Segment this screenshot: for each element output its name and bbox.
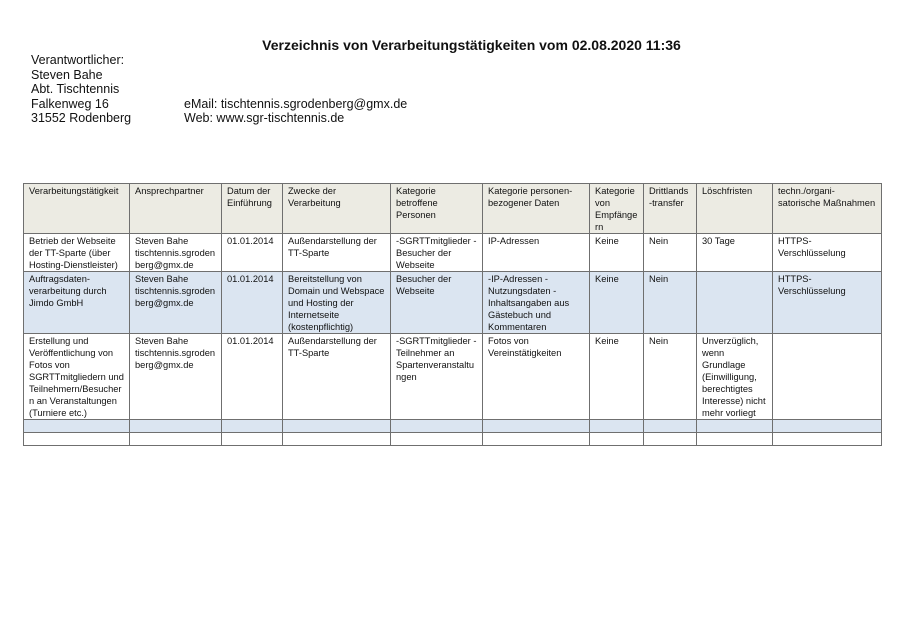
- table-cell: Keine: [590, 234, 644, 272]
- table-cell: -SGRTTmitglieder -Besucher der Webseite: [391, 234, 483, 272]
- table-cell: [590, 433, 644, 446]
- table-header-row: [24, 184, 882, 234]
- responsible-block: [31, 53, 408, 126]
- table-row: [24, 272, 882, 334]
- table-cell: [391, 433, 483, 446]
- table-cell: -SGRTTmitglieder -Teilnehmer an Spartenveranstaltu ngen: [391, 334, 483, 420]
- header-deletion-periods: Löschfristen: [697, 184, 773, 234]
- table-cell: Auftragsdaten-verarbeitung durch Jimdo GmbH: [24, 272, 130, 334]
- table-cell: [222, 420, 283, 433]
- table-cell: [483, 420, 590, 433]
- table-cell: Außendarstellung der TT-Sparte: [283, 334, 391, 420]
- responsible-department-line: [31, 82, 131, 97]
- responsible-email: eMail: tischtennis.sgrodenberg@gmx.de: [184, 96, 408, 111]
- header-contact-person: Ansprechpartner: [130, 184, 222, 234]
- table-cell: Betrieb der Webseite der TT-Sparte (über Hosting-Dienstleister): [24, 234, 130, 272]
- responsible-name-line: [31, 68, 131, 83]
- table-cell: Keine: [590, 272, 644, 334]
- header-technical-measures: techn./organi-satorische Maßnahmen: [773, 184, 882, 234]
- table-cell: Bereitstellung von Domain und Webspace und Hosting der Internetseite (kostenpflichtig): [283, 272, 391, 334]
- table-cell: [773, 334, 882, 420]
- table-cell: Keine: [590, 334, 644, 420]
- header-processing-purpose: Zwecke der Verarbeitung: [283, 184, 391, 234]
- header-introduction-date: Datum der Einführung: [222, 184, 283, 234]
- responsible-department: Abt. Tischtennis: [31, 82, 120, 96]
- table-cell: Steven Bahe tischtennis.sgroden berg@gmx.de: [130, 334, 222, 420]
- header-affected-persons: Kategorie betroffene Personen: [391, 184, 483, 234]
- table-cell: HTTPS-Verschlüsselung: [773, 272, 882, 334]
- table-cell: Nein: [644, 234, 697, 272]
- table-cell: [697, 272, 773, 334]
- table-cell: HTTPS-Verschlüsselung: [773, 234, 882, 272]
- responsible-label: Verantwortlicher:: [31, 53, 125, 67]
- table-cell: Nein: [644, 272, 697, 334]
- table-cell: [773, 433, 882, 446]
- table-cell: Unverzüglich, wenn Grundlage (Einwilligung, berechtigtes Interesse) nicht mehr vorliegt: [697, 334, 773, 420]
- header-personal-data-category: Kategorie personen-bezogener Daten: [483, 184, 590, 234]
- table-cell: [773, 420, 882, 433]
- responsible-street-line: [31, 96, 408, 112]
- responsible-web: Web: www.sgr-tischtennis.de: [184, 111, 345, 125]
- table-cell: [130, 433, 222, 446]
- table-cell: Besucher der Webseite: [391, 272, 483, 334]
- table-cell: Außendarstellung der TT-Sparte: [283, 234, 391, 272]
- table-row: [24, 334, 882, 420]
- responsible-city: 31552 Rodenberg: [31, 111, 132, 125]
- table-cell: [697, 420, 773, 433]
- table-cell: Steven Bahe tischtennis.sgroden berg@gmx.de: [130, 272, 222, 334]
- table-row: [24, 433, 882, 446]
- table-cell: 01.01.2014: [222, 334, 283, 420]
- header-third-country-transfer: Drittlands -transfer: [644, 184, 697, 234]
- table-cell: [391, 420, 483, 433]
- table-cell: IP-Adressen: [483, 234, 590, 272]
- table-cell: [590, 420, 644, 433]
- table-cell: [483, 433, 590, 446]
- table-cell: Nein: [644, 334, 697, 420]
- table-cell: [24, 420, 130, 433]
- table-cell: [644, 433, 697, 446]
- processing-table: [23, 183, 882, 446]
- table-cell: 01.01.2014: [222, 234, 283, 272]
- table-cell: 01.01.2014: [222, 272, 283, 334]
- table-cell: Erstellung und Veröffentlichung von Fotos von SGRTTmitgliedern und Teilnehmern/Besuchern an Veranstaltungen (Turniere etc.): [24, 334, 130, 420]
- table-cell: [697, 433, 773, 446]
- table-cell: [283, 420, 391, 433]
- responsible-name: Steven Bahe: [31, 67, 103, 82]
- table-cell: Fotos von Vereinstätigkeiten: [483, 334, 590, 420]
- table-cell: [644, 420, 697, 433]
- table-cell: [24, 433, 130, 446]
- table-cell: [283, 433, 391, 446]
- table-cell: Steven Bahe tischtennis.sgroden berg@gmx.de: [130, 234, 222, 272]
- table-row: [24, 420, 882, 433]
- header-processing-activity: Verarbeitungstätigkeit: [24, 184, 130, 234]
- table-cell: [130, 420, 222, 433]
- responsible-street: Falkenweg 16: [31, 96, 109, 111]
- page-title: Verzeichnis von Verarbeitungstätigkeiten vom 02.08.2020 11:36: [262, 37, 681, 53]
- responsible-label-line: [31, 53, 131, 68]
- responsible-city-line: [31, 111, 345, 126]
- header-recipient-category: Kategorie von Empfänge rn: [590, 184, 644, 234]
- table-cell: [222, 433, 283, 446]
- table-cell: -IP-Adressen -Nutzungsdaten -Inhaltsangaben aus Gästebuch und Kommentaren: [483, 272, 590, 334]
- table-cell: 30 Tage: [697, 234, 773, 272]
- table-row: [24, 234, 882, 272]
